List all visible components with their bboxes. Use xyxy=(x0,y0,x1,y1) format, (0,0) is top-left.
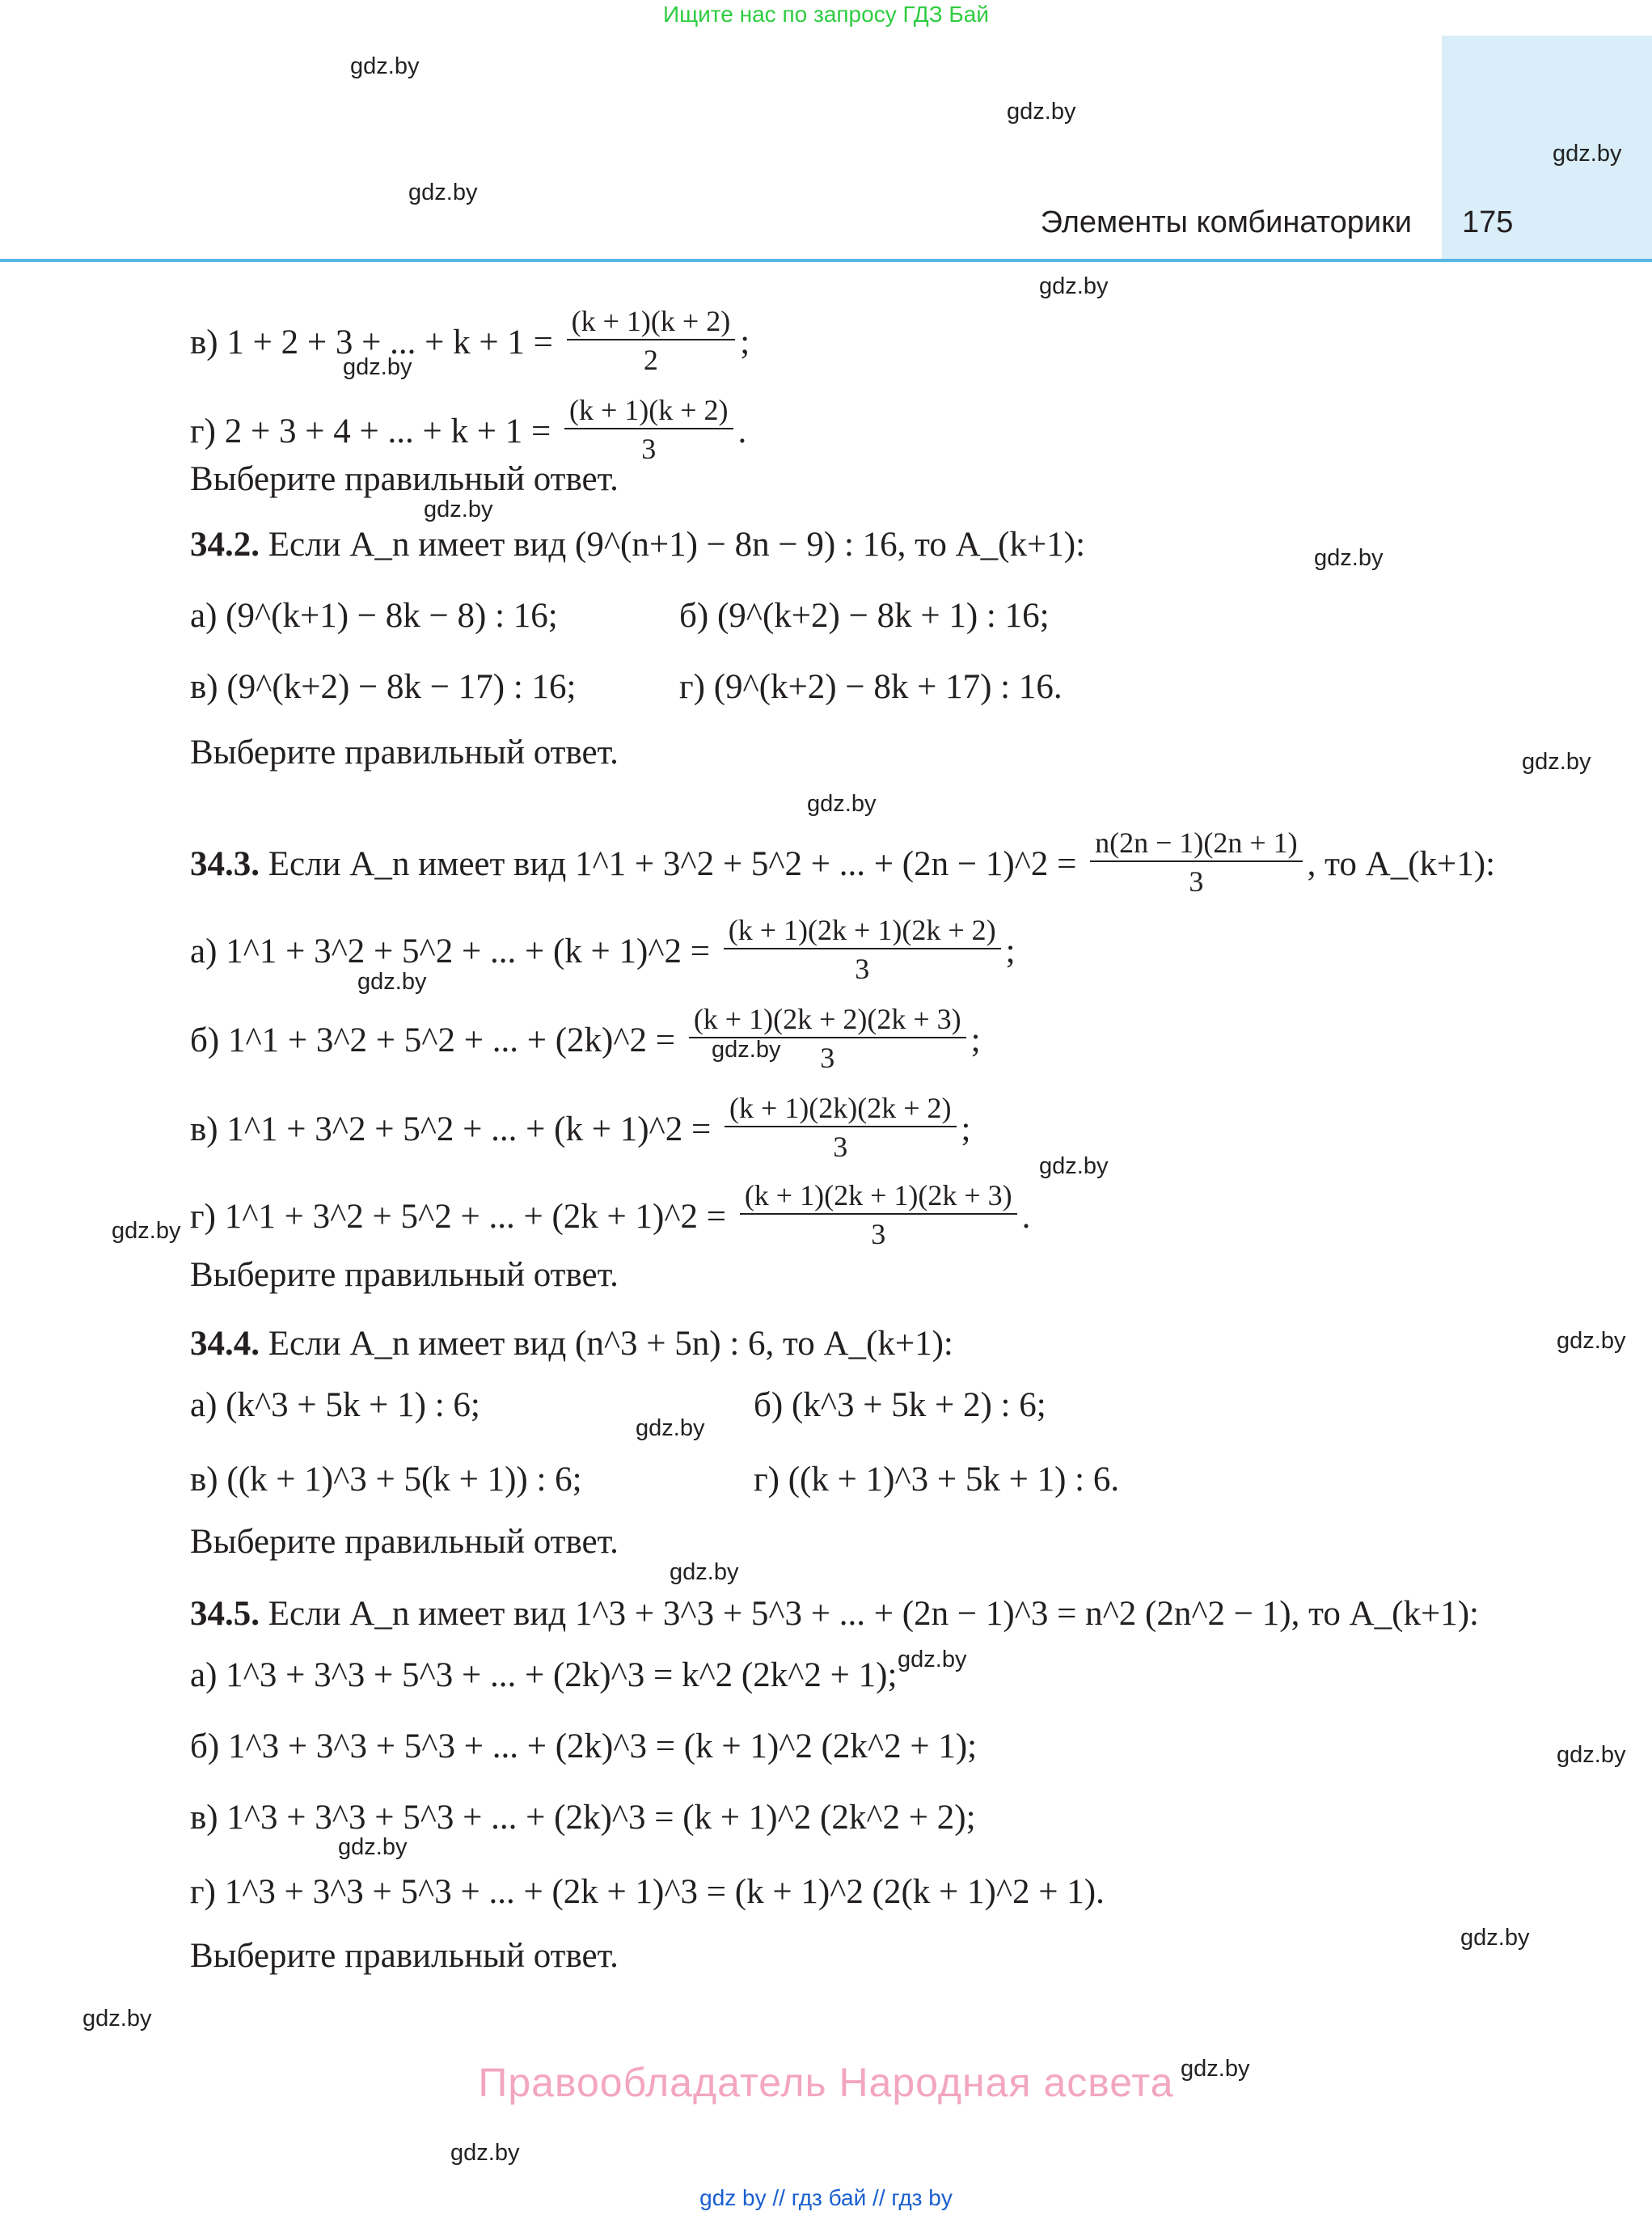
watermark: gdz.by xyxy=(1557,1328,1626,1354)
fraction xyxy=(567,307,736,374)
fraction xyxy=(725,1093,957,1161)
fraction-denominator: 3 xyxy=(820,1042,835,1074)
fraction xyxy=(1090,828,1303,896)
problem-34-5-option-v: в) 1^3 + 3^3 + 5^3 + ... + (2k)^3 = (k + 1)^2 (2k^2 + 2); xyxy=(190,1799,976,1837)
watermark: gdz.by xyxy=(82,2006,152,2032)
problem-34-5 xyxy=(190,1596,1479,1631)
fraction-denominator: 3 xyxy=(1189,865,1204,898)
problem-34-4-option-a: а) (k^3 + 5k + 1) : 6; xyxy=(190,1386,480,1424)
problem-34-4-option-v: в) ((k + 1)^3 + 5(k + 1)) : 6; xyxy=(190,1461,582,1499)
watermark: gdz.by xyxy=(636,1415,705,1441)
watermark: gdz.by xyxy=(1522,749,1591,775)
problem-34-3-option-b: б) 1^1 + 3^2 + 5^2 + ... + (2k)^2 = $\frac{(k + 1)(2k + 2)(2k + 3)}{3}$ ; xyxy=(190,1003,981,1074)
fraction-numerator: (k + 1)(2k + 1)(2k + 3) xyxy=(740,1181,1017,1215)
problem-statement: Если A_n имеет вид (n^3 + 5n) : 6, то A_(k+1): xyxy=(268,1325,953,1363)
fraction-numerator: (k + 1)(k + 2) xyxy=(567,307,736,340)
problem-statement: Если A_n имеет вид 1^1 + 3^2 + 5^2 + ... + (2n − 1)^2 = xyxy=(268,844,1077,883)
fraction-numerator: (k + 1)(k + 2) xyxy=(564,395,733,429)
problem-statement: Если A_n имеет вид 1^3 + 3^3 + 5^3 + ... + (2n − 1)^3 = n^2 (2n^2 − 1), то A_(k+1): xyxy=(268,1595,1479,1633)
watermark: gdz.by xyxy=(1460,1925,1530,1951)
problem-statement-tail: , то A_(k+1): xyxy=(1307,844,1496,883)
problem-34-2-option-g: г) (9^(k+2) − 8k + 17) : 16. xyxy=(679,668,1063,706)
equation-lhs: а) 1^1 + 3^2 + 5^2 + ... + (k + 1)^2 = xyxy=(190,932,711,970)
fraction-denominator: 3 xyxy=(641,433,657,465)
fraction-denominator: 3 xyxy=(871,1218,886,1250)
fraction xyxy=(724,915,1001,983)
watermark: gdz.by xyxy=(1553,141,1622,167)
watermark: gdz.by xyxy=(1039,1153,1109,1179)
problem-34-2-option-b: б) (9^(k+2) − 8k + 1) : 16; xyxy=(679,597,1050,635)
fraction-denominator: 3 xyxy=(855,953,870,985)
option-g-equation xyxy=(190,394,747,468)
problem-number: 34.2. xyxy=(190,526,260,564)
punctuation: . xyxy=(737,412,747,450)
watermark: gdz.by xyxy=(350,53,420,79)
fraction-numerator: (k + 1)(2k + 2)(2k + 3) xyxy=(689,1004,966,1038)
fraction-numerator: (k + 1)(2k)(2k + 2) xyxy=(725,1093,957,1127)
fraction-numerator: (k + 1)(2k + 1)(2k + 2) xyxy=(724,915,1001,949)
watermark: gdz.by xyxy=(450,2140,520,2166)
watermark: gdz.by xyxy=(1181,2056,1250,2082)
problem-34-5-option-b: б) 1^3 + 3^3 + 5^3 + ... + (2k)^3 = (k + 1)^2 (2k^2 + 1); xyxy=(190,1727,978,1765)
equation-lhs: 1 + 2 + 3 + ... + k + 1 = xyxy=(226,323,553,362)
watermark: gdz.by xyxy=(338,1834,408,1860)
watermark: gdz.by xyxy=(357,969,427,995)
watermark: gdz.by xyxy=(1039,273,1109,299)
equation-lhs: в) 1^1 + 3^2 + 5^2 + ... + (k + 1)^2 = xyxy=(190,1110,712,1148)
header-divider xyxy=(0,259,1652,262)
option-label: г) xyxy=(190,412,216,450)
fraction-numerator: n(2n − 1)(2n + 1) xyxy=(1090,828,1303,862)
problem-34-2 xyxy=(190,527,1085,562)
footer-links[interactable]: gdz by // гдз бай // гдз by xyxy=(699,2185,953,2210)
watermark: gdz.by xyxy=(112,1218,181,1244)
problem-34-3 xyxy=(190,827,1496,901)
copyright-owner-text: Правообладатель Народная асвета xyxy=(478,2060,1174,2105)
choose-answer-text: Выберите правильный ответ. xyxy=(190,1937,619,1975)
watermark: gdz.by xyxy=(408,180,478,205)
problem-34-2-option-v: в) (9^(k+2) − 8k − 17) : 16; xyxy=(190,668,577,706)
problem-number: 34.4. xyxy=(190,1325,260,1363)
problem-34-3-option-g: г) 1^1 + 3^2 + 5^2 + ... + (2k + 1)^2 = $\frac{(k + 1)(2k + 1)(2k + 3)}{3}$ . xyxy=(190,1179,1031,1250)
problem-34-5-option-a: а) 1^3 + 3^3 + 5^3 + ... + (2k)^3 = k^2 (2k^2 + 1); xyxy=(190,1656,898,1694)
watermark: gdz.by xyxy=(670,1559,739,1585)
watermark: gdz.by xyxy=(1314,545,1384,571)
choose-answer-text: Выберите правильный ответ. xyxy=(190,1523,619,1561)
problem-34-4-option-g: г) ((k + 1)^3 + 5k + 1) : 6. xyxy=(754,1461,1120,1499)
punctuation: ; xyxy=(740,323,750,362)
problem-34-2-option-a: а) (9^(k+1) − 8k − 8) : 16; xyxy=(190,597,558,635)
fraction-denominator: 2 xyxy=(643,344,658,376)
problem-34-3-option-v: в) 1^1 + 3^2 + 5^2 + ... + (k + 1)^2 = $\frac{(k + 1)(2k)(2k + 2)}{3}$ ; xyxy=(190,1092,971,1163)
choose-answer-text: Выберите правильный ответ. xyxy=(190,734,619,772)
top-banner[interactable]: Ищите нас по запросу ГДЗ Бай xyxy=(662,2,990,27)
section-title: Элементы комбинаторики xyxy=(1040,205,1412,239)
watermark: gdz.by xyxy=(343,354,412,380)
equation-lhs: г) 1^1 + 3^2 + 5^2 + ... + (2k + 1)^2 = xyxy=(190,1197,727,1236)
watermark: gdz.by xyxy=(712,1037,781,1063)
problem-number: 34.5. xyxy=(190,1595,260,1633)
watermark: gdz.by xyxy=(1007,99,1076,125)
option-label: в) xyxy=(190,323,218,362)
problem-statement: Если A_n имеет вид (9^(n+1) − 8n − 9) : 16, то A_(k+1): xyxy=(268,526,1086,564)
fraction xyxy=(740,1181,1017,1249)
fraction-denominator: 3 xyxy=(833,1131,848,1163)
option-v-equation xyxy=(190,305,750,379)
problem-34-4-option-b: б) (k^3 + 5k + 2) : 6; xyxy=(754,1386,1046,1424)
equation-lhs: б) 1^1 + 3^2 + 5^2 + ... + (2k)^2 = xyxy=(190,1021,676,1059)
problem-34-3-option-a: а) 1^1 + 3^2 + 5^2 + ... + (k + 1)^2 = $\frac{(k + 1)(2k + 1)(2k + 2)}{3}$ ; xyxy=(190,914,1016,985)
choose-answer-text: Выберите правильный ответ. xyxy=(190,1256,619,1294)
choose-answer-text: Выберите правильный ответ. xyxy=(190,460,619,498)
problem-34-4 xyxy=(190,1326,953,1361)
watermark: gdz.by xyxy=(424,497,493,522)
watermark: gdz.by xyxy=(807,791,877,817)
watermark: gdz.by xyxy=(1557,1742,1626,1768)
problem-number: 34.3. xyxy=(190,844,260,883)
watermark: gdz.by xyxy=(898,1647,967,1672)
fraction xyxy=(564,395,733,463)
equation-lhs: 2 + 3 + 4 + ... + k + 1 = xyxy=(224,412,551,450)
page-number: 175 xyxy=(1462,205,1514,239)
fraction xyxy=(689,1004,966,1072)
problem-34-5-option-g: г) 1^3 + 3^3 + 5^3 + ... + (2k + 1)^3 = (k + 1)^2 (2(k + 1)^2 + 1). xyxy=(190,1873,1105,1911)
